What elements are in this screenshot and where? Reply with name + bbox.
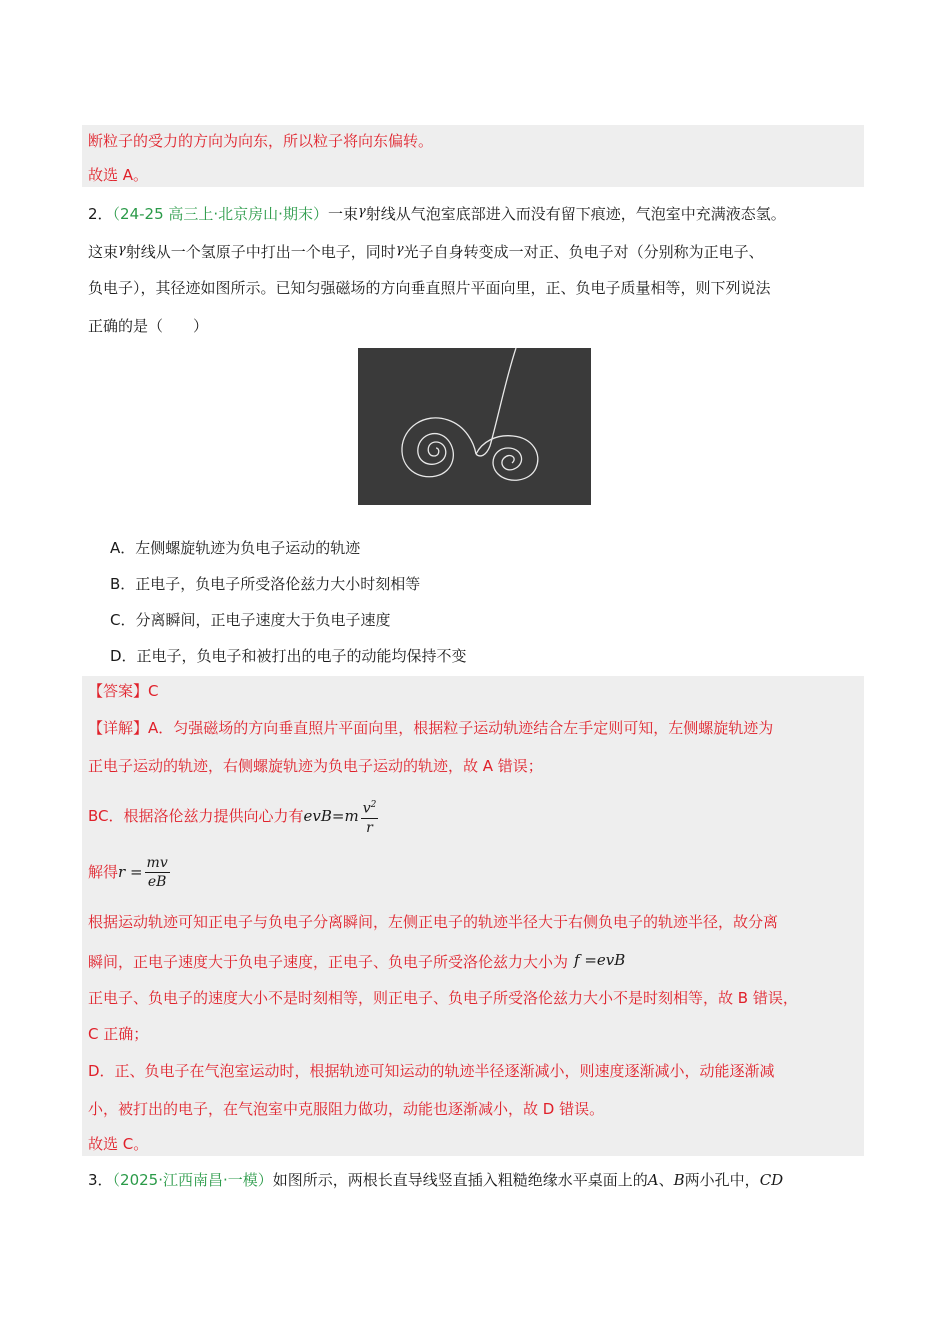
option-d[interactable]: D．正电子，负电子和被打出的电子的动能均保持不变 [110, 647, 467, 665]
detail-line5: 根据运动轨迹可知正电子与负电子分离瞬间，左侧正电子的轨迹半径大于右侧负电子的轨迹半径，故分离 [88, 913, 779, 931]
detail-line1: 【详解】A．匀强磁场的方向垂直照片平面向里，根据粒子运动轨迹结合左手定则可知，左侧螺旋轨迹为 [88, 719, 774, 737]
right-spiral-track [476, 436, 538, 481]
question-2-line4: 正确的是（ ） [88, 317, 209, 335]
incoming-track [476, 348, 516, 456]
left-spiral-track [402, 418, 476, 477]
answer-label: 【答案】 [88, 682, 149, 700]
detail-line2: 正电子运动的轨迹，右侧螺旋轨迹为负电子运动的轨迹，故 A 错误； [88, 757, 543, 775]
question-2-line1: 2．（24-25 高三上·北京房山·期末）一束γ射线从气泡室底部进入而没有留下痕迹，气泡室中充满液态氢。 [88, 204, 786, 223]
detail-line7: 正电子、负电子的速度大小不是时刻相等，则正电子、负电子所受洛伦兹力大小不是时刻相等，故 B 错误， [88, 989, 798, 1007]
prev-solution-line1: 断粒子的受力的方向为向东，所以粒子将向东偏转。 [88, 132, 434, 150]
detail-line3: BC．根据洛伦兹力提供向心力有evB=m $\frac{v^2}{r}$ [88, 796, 378, 837]
question-2-line3: 负电子），其径迹如图所示。已知匀强磁场的方向垂直照片平面向里，正、负电子质量相等，则下列说法 [88, 279, 771, 297]
option-c[interactable]: C．分离瞬间，正电子速度大于负电子速度 [110, 611, 391, 629]
question-number: 2． [88, 205, 113, 223]
option-b[interactable]: B．正电子，负电子所受洛伦兹力大小时刻相等 [110, 575, 421, 593]
fraction: $\frac{mv}{eB}$ [146, 855, 168, 890]
radius-formula: r = $\frac{mv}{eB}$ [118, 855, 168, 890]
answer-line [88, 681, 159, 701]
question-2-line2: 这束γ射线从一个氢原子中打出一个电子，同时γ光子自身转变成一对正、负电子对（分别称为正电子、 [88, 242, 764, 261]
detail-line10: 小，被打出的电子，在气泡室中克服阻力做功，动能也逐渐减小，故 D 错误。 [88, 1100, 605, 1118]
answer-value: C [148, 682, 159, 700]
particle-tracks-image [358, 348, 591, 505]
option-a[interactable]: A．左侧螺旋轨迹为负电子运动的轨迹 [110, 539, 361, 557]
bubble-chamber-figure [358, 348, 591, 505]
detail-line4: 解得r = $\frac{mv}{eB}$ [88, 855, 168, 890]
question-3-line1: 3．（2025·江西南昌·一模）如图所示，两根长直导线竖直插入粗糙绝缘水平桌面上的A、B两小孔中，CD [88, 1171, 784, 1189]
lorentz-formula: evB=m $\frac{v^2}{r}$ [304, 807, 379, 825]
gamma-symbol: γ [118, 242, 126, 257]
detail-line9: D．正、负电子在气泡室运动时，根据轨迹可知运动的轨迹半径逐渐减小，则速度逐渐减小，动能逐渐减 [88, 1062, 775, 1080]
detail-line8: C 正确； [88, 1025, 149, 1043]
question-number: 3． [88, 1171, 113, 1189]
conclusion-line: 故选 C。 [88, 1135, 149, 1153]
gamma-symbol: γ [395, 242, 404, 257]
question-source: （24-25 高三上·北京房山·期末） [112, 205, 328, 223]
question-source: （2025·江西南昌·一模） [112, 1171, 273, 1189]
gamma-symbol: γ [357, 204, 366, 219]
detail-label: 【详解】 [88, 719, 149, 737]
detail-line6: 瞬间，正电子速度大于负电子速度，正电子、负电子所受洛伦兹力大小为 f =evB [88, 951, 626, 971]
prev-solution-line2: 故选 A。 [88, 166, 149, 184]
fraction: $\frac{v^2}{r}$ [361, 796, 379, 837]
force-formula: f =evB [574, 951, 626, 969]
